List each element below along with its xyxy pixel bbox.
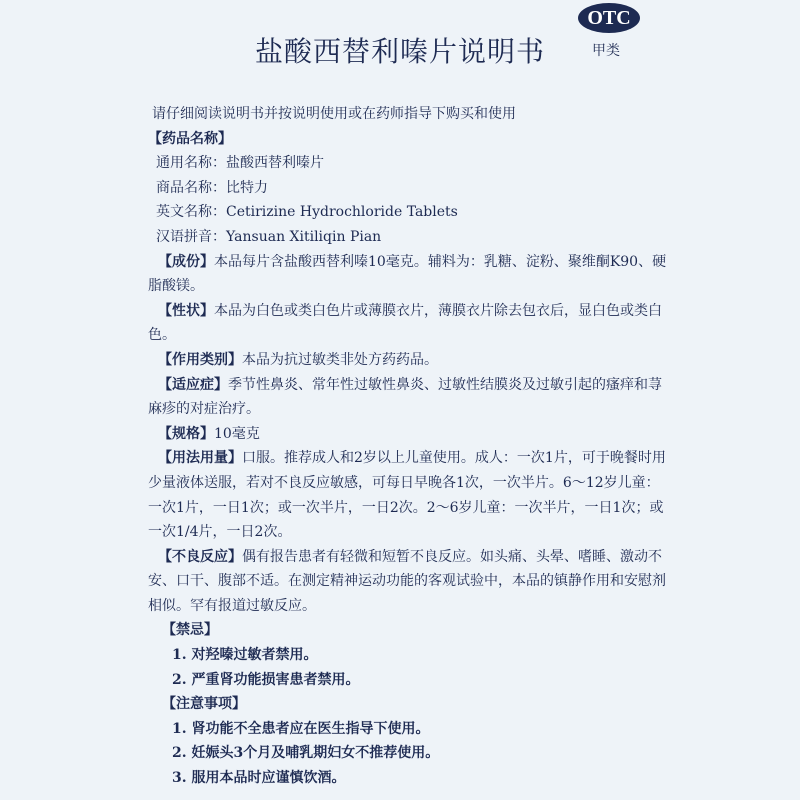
category-text: 本品为抗过敏类非处方药药品。 xyxy=(242,351,438,368)
drug-name-heading: 【药品名称】 xyxy=(148,130,232,147)
indications-text: 季节性鼻炎、常年性过敏性鼻炎、过敏性结膜炎及过敏引起的瘙痒和荨麻疹的对症治疗。 xyxy=(148,376,662,418)
dosage-heading: 【用法用量】 xyxy=(158,450,242,467)
pinyin-name: 汉语拼音：Yansuan Xitiliqin Pian xyxy=(156,228,382,245)
precaution-item xyxy=(172,717,668,742)
category-heading: 【作用类别】 xyxy=(158,351,242,368)
dosage-section xyxy=(148,446,668,544)
list-number: 3. xyxy=(172,770,187,787)
list-text: 肾功能不全患者应在医生指导下使用。 xyxy=(191,720,430,737)
list-number: 1. xyxy=(172,720,187,737)
list-number: 1. xyxy=(172,647,187,664)
properties-section xyxy=(148,299,668,348)
dosage-text: 口服。推荐成人和2岁以上儿童使用。成人：一次1片，可于晚餐时用少量液体送服，若对不良反应敏感，可每日早晚各1次，一次半片。6～12岁儿童：一次1片，一日1次；或一次半片，一日2次。2～6岁儿童：一次半片，一日1次；或一次1/4片，一日2次。 xyxy=(148,450,666,541)
otc-badge: OTC xyxy=(578,3,640,33)
list-text: 妊娠头3个月及哺乳期妇女不推荐使用。 xyxy=(191,745,440,762)
generic-name: 通用名称：盐酸西替利嗪片 xyxy=(156,155,324,172)
composition-section xyxy=(148,250,668,299)
properties-text: 本品为白色或类白色片或薄膜衣片，薄膜衣片除去包衣后，显白色或类白色。 xyxy=(148,302,662,344)
contraindication-item xyxy=(172,668,668,693)
intro-text: 请仔细阅读说明书并按说明使用或在药师指导下购买和使用 xyxy=(152,106,516,122)
composition-text: 本品每片含盐酸西替利嗪10毫克。辅料为：乳糖、淀粉、聚维酮K90、硬脂酸镁。 xyxy=(148,253,667,295)
english-name: 英文名称：Cetirizine Hydrochloride Tablets xyxy=(156,204,458,221)
contraindications-heading: 【禁忌】 xyxy=(162,622,218,639)
document-title: 盐酸西替利嗪片说明书 xyxy=(254,35,545,68)
category-section xyxy=(148,348,668,373)
list-number: 2. xyxy=(172,671,187,688)
indications-heading: 【适应症】 xyxy=(158,376,228,393)
contraindication-item xyxy=(172,643,668,668)
list-text: 服用本品时应谨慎饮酒。 xyxy=(191,770,346,787)
spec-heading: 【规格】 xyxy=(158,425,214,442)
adverse-heading: 【不良反应】 xyxy=(158,548,242,565)
list-text: 严重肾功能损害患者禁用。 xyxy=(191,671,360,688)
precautions-heading: 【注意事项】 xyxy=(162,696,246,713)
leaflet-content xyxy=(148,102,668,791)
trade-name: 商品名称：比特力 xyxy=(156,179,268,196)
composition-heading: 【成份】 xyxy=(158,253,214,270)
otc-class-label: 甲类 xyxy=(592,43,620,59)
precaution-item xyxy=(172,766,668,791)
list-text: 对羟嗪过敏者禁用。 xyxy=(191,647,318,664)
spec-section xyxy=(148,422,668,447)
precaution-item xyxy=(172,741,668,766)
adverse-section xyxy=(148,545,668,619)
spec-text: 10毫克 xyxy=(214,425,260,442)
list-number: 2. xyxy=(172,745,187,762)
adverse-text: 偶有报告患者有轻微和短暂不良反应。如头痛、头晕、嗜睡、激动不安、口干、腹部不适。在测定精神运动功能的客观试验中，本品的镇静作用和安慰剂相似。罕有报道过敏反应。 xyxy=(148,548,666,614)
properties-heading: 【性状】 xyxy=(158,302,214,319)
indications-section xyxy=(148,373,668,422)
